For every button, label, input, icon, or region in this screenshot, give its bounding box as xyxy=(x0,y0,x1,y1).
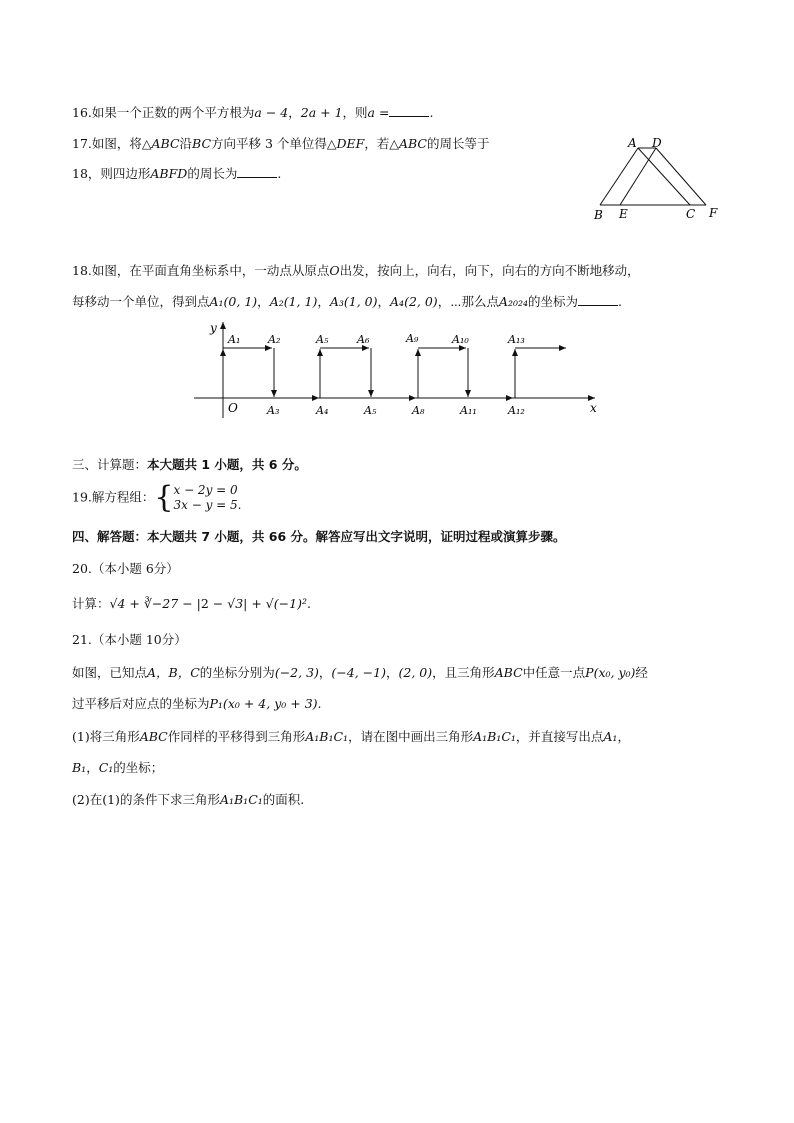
q16-number: 16. xyxy=(72,105,92,120)
q20-op2: − |2 − xyxy=(178,596,228,611)
q17-text-e: 的周长等于 xyxy=(427,136,490,151)
q18-label-a10: A₁₀ xyxy=(452,333,469,346)
q21-text-d: 中任意一点 xyxy=(522,665,586,680)
q17-answer-blank[interactable] xyxy=(237,165,277,178)
q18-answer-blank[interactable] xyxy=(578,293,618,306)
q18-point-a2: A₂(1, 1) xyxy=(269,294,318,309)
q18-label-a5-bottom: A₅ xyxy=(364,404,377,417)
q21-sub1-tri1: A₁B₁C₁ xyxy=(305,729,349,744)
q18-sep3: ， xyxy=(377,294,391,309)
q18-end: . xyxy=(618,294,623,309)
q21-coord-c: (2, 0) xyxy=(398,665,433,680)
q17-end: . xyxy=(277,166,282,181)
q20-term2: ∛−27 xyxy=(143,596,179,611)
q21-text-e: 经 xyxy=(635,665,648,680)
question-20-header xyxy=(72,560,179,578)
question-16 xyxy=(72,104,433,122)
q21-sub1-text-e: 的坐标； xyxy=(113,760,164,775)
q18-point-a3: A₃(1, 0) xyxy=(329,294,378,309)
question-21-line1 xyxy=(72,664,648,682)
q17-tri1: △ABC xyxy=(141,136,180,151)
q17-segment-de xyxy=(620,148,656,205)
q16-expr1: a − 4 xyxy=(254,105,289,120)
q17-text-d: ，若 xyxy=(364,136,390,151)
q19-system xyxy=(173,483,241,513)
q17-label-f: F xyxy=(709,206,718,220)
q20-term4: √(−1)² xyxy=(265,596,307,611)
q18-text-a: 18.如图，在平面直角坐标系中，一动点从原点 xyxy=(72,263,330,278)
q18-text-e: 的坐标为 xyxy=(528,294,579,309)
q21-text-c: ，且三角形 xyxy=(432,665,495,680)
q21-sub1-b1: B₁ xyxy=(72,760,87,775)
sec3-title-a: 三、计算题： xyxy=(72,457,148,472)
q21-sub2-text-b: 的条件下求三角形 xyxy=(119,792,220,807)
question-21-part1-line1 xyxy=(72,728,630,746)
q21-sub1-abc: ABC xyxy=(139,729,168,744)
q17-label-e: E xyxy=(619,207,628,221)
q17-translation-figure xyxy=(588,134,728,226)
q20-header: 20.（本小题 6分） xyxy=(72,561,179,576)
q20-term3: √3 xyxy=(227,596,244,611)
q18-label-a11: A₁₁ xyxy=(460,404,477,417)
q21-sub1-comma1: ， xyxy=(617,729,630,744)
q21-sub1-comma2: ， xyxy=(86,760,99,775)
q18-label-a8: A₈ xyxy=(412,404,425,417)
question-21-part1-line2 xyxy=(72,759,163,777)
q21-abc: ABC xyxy=(494,665,523,680)
q18-label-a4: A₄ xyxy=(316,404,329,417)
q17-segment-ab xyxy=(600,148,638,205)
question-17-line1 xyxy=(72,135,490,153)
q21-coord-a: (−2, 3) xyxy=(274,665,319,680)
q21-points: A，B，C xyxy=(147,665,200,680)
q17-tri3: △ABC xyxy=(389,136,427,151)
q16-expr2: 2a + 1 xyxy=(300,105,343,120)
q17-label-a: A xyxy=(628,136,637,150)
q21-sub1-tri2: A₁B₁C₁ xyxy=(473,729,516,744)
q18-path-figure xyxy=(190,318,610,424)
q20-op3: | + xyxy=(243,596,266,611)
q18-label-a3: A₃ xyxy=(267,404,280,417)
q18-y-label: y xyxy=(210,321,217,335)
q18-label-a1: A₁ xyxy=(228,333,241,346)
q21-coord-b: (−4, −1) xyxy=(331,665,386,680)
q19-eq1: x − 2y = 0 xyxy=(173,482,238,497)
q17-text-a: 17.如图，将 xyxy=(72,136,142,151)
q20-prefix: 计算： xyxy=(72,596,110,611)
q18-target-point: A₂₀₂₄ xyxy=(498,294,529,309)
sec4-title-a: 四、解答题： xyxy=(72,529,148,544)
question-21-line2 xyxy=(72,695,322,713)
q16-sep: ， xyxy=(288,105,301,120)
sec4-title-b: 本大题共 7 小题，共 66 分。解答应写出文字说明，证明过程或演算步骤。 xyxy=(147,529,566,544)
q17-label-d: D xyxy=(652,136,662,150)
q21-comma1: ， xyxy=(318,665,332,680)
q18-path xyxy=(223,348,566,398)
q21-comma2: ， xyxy=(385,665,399,680)
q21-sub1-text-a: (1)将三角形 xyxy=(72,729,140,744)
q17-label-b: B xyxy=(594,208,603,222)
q21-sub1-c1: C₁ xyxy=(98,760,114,775)
q18-text-d: ，⋯那么点 xyxy=(437,294,499,309)
q17-tri2: △DEF xyxy=(326,136,365,151)
q21-sub2-text-c: 的面积. xyxy=(262,792,305,807)
q18-text-c: 每移动一个单位，得到点 xyxy=(72,294,210,309)
q16-text-b: ，则 xyxy=(342,105,368,120)
question-17-line2 xyxy=(72,165,281,183)
q21-text-a: 如图，已知点 xyxy=(72,665,148,680)
q17-text-g: 的周长为 xyxy=(187,166,238,181)
q18-sep2: ， xyxy=(317,294,330,309)
q17-abfd: ABFD xyxy=(150,166,188,181)
q17-bc: BC xyxy=(192,136,212,151)
q18-point-a4: A₄(2, 0) xyxy=(390,294,438,309)
section-3-heading xyxy=(72,456,307,474)
question-18-line2 xyxy=(72,293,622,311)
q21-sub2-text-a: (2)在 xyxy=(72,792,103,807)
question-20-body xyxy=(72,595,311,613)
q19-end: . xyxy=(237,497,242,512)
sec3-title-b: 本大题共 1 小题，共 6 分。 xyxy=(147,457,307,472)
q19-eq2: 3x − y = 5 xyxy=(173,497,238,512)
q18-label-a5-top: A₅ xyxy=(316,333,329,346)
q20-op1: + xyxy=(125,596,144,611)
q20-term1: √4 xyxy=(109,596,126,611)
q21-header: 21.（本小题 10分） xyxy=(72,632,187,647)
q17-text-f: 18，则四边形 xyxy=(72,166,151,181)
q18-x-label: x xyxy=(590,401,597,415)
q21-sub1-a1: A₁ xyxy=(603,729,618,744)
section-4-heading xyxy=(72,528,566,546)
q18-point-a1: A₁(0, 1) xyxy=(209,294,258,309)
q18-text-b: 出发，按向上，向右，向下，向右的方向不断地移动， xyxy=(339,263,640,278)
q16-end: . xyxy=(429,105,434,120)
question-21-header xyxy=(72,631,187,649)
q17-label-c: C xyxy=(686,207,696,221)
q16-text: 如果一个正数的两个平方根为 xyxy=(91,105,255,120)
q18-label-a6: A₆ xyxy=(357,333,370,346)
question-18-line1 xyxy=(72,262,640,280)
q21-sub1-text-c: ，请在图中画出三角形 xyxy=(348,729,474,744)
q19-brace: { xyxy=(154,479,174,515)
question-21-part2 xyxy=(72,791,304,809)
q21-sub2-ref: (1) xyxy=(102,792,120,807)
q18-origin-o: O xyxy=(329,263,340,278)
q17-text-c: 方向平移 3 个单位得 xyxy=(211,136,327,151)
q21-text-b: 的坐标分别为 xyxy=(199,665,275,680)
q21-point-p: P(x₀, y₀) xyxy=(585,665,636,680)
q18-label-a2: A₂ xyxy=(268,333,281,346)
q16-expr3: a = xyxy=(367,105,390,120)
q21-text-f: 过平移后对应点的坐标为 xyxy=(72,696,210,711)
q21-sub1-text-b: 作同样的平移得到三角形 xyxy=(167,729,306,744)
q18-sep1: ， xyxy=(257,294,270,309)
q21-sub2-tri: A₁B₁C₁ xyxy=(219,792,263,807)
q16-answer-blank[interactable] xyxy=(389,104,429,117)
q21-sub1-text-d: ，并直接写出点 xyxy=(515,729,604,744)
q18-origin-label: O xyxy=(228,401,238,415)
q21-point-p1: P₁(x₀ + 4, y₀ + 3). xyxy=(209,696,322,711)
q17-text-b: 沿 xyxy=(179,136,193,151)
q18-label-a12: A₁₂ xyxy=(508,404,525,417)
q20-end: . xyxy=(306,596,311,611)
q18-label-a9: A₉ xyxy=(406,332,419,345)
q19-prefix: 19.解方程组： xyxy=(72,489,155,505)
question-19 xyxy=(72,479,242,515)
q18-label-a13: A₁₃ xyxy=(508,333,525,346)
